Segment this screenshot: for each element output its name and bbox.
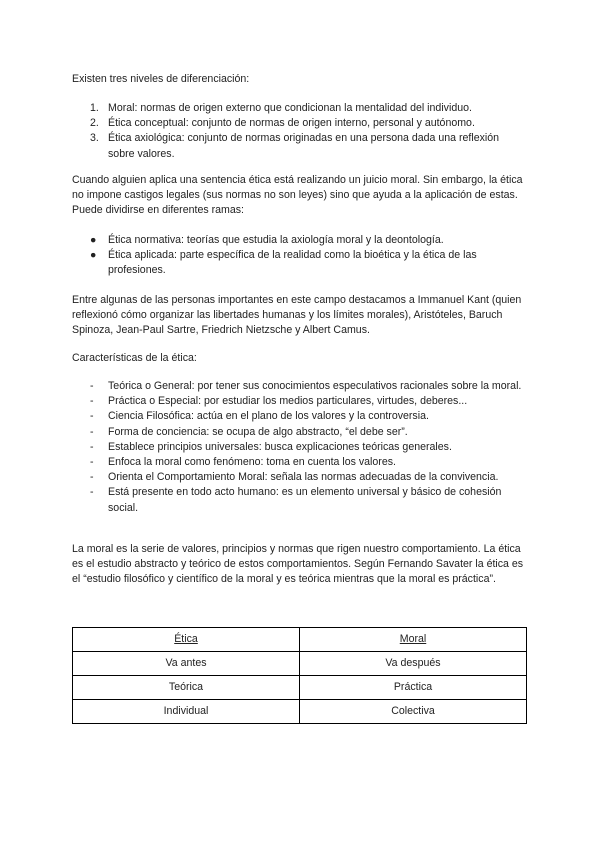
table-cell: Individual (73, 700, 300, 724)
list-item: 3. Ética axiológica: conjunto de normas originadas en una persona dada una reflexión sobre valores. (90, 132, 500, 160)
levels-list (72, 101, 528, 162)
table-row (73, 652, 527, 676)
list-item: - Enfoca la moral como fenómeno: toma en cuenta los valores. (90, 456, 396, 469)
comparison-table (72, 627, 527, 724)
list-item: - Establece principios universales: busca explicaciones teóricas generales. (90, 440, 452, 453)
list-item: 1. Moral: normas de origen externo que condicionan la mentalidad del individuo. (90, 102, 472, 114)
table-row (73, 700, 527, 724)
header-cell-etica: Ética (73, 628, 300, 652)
table-header-row (73, 628, 527, 652)
table-cell: Va antes (73, 652, 300, 676)
header-cell-moral: Moral (300, 628, 527, 652)
table-cell: Práctica (300, 676, 527, 700)
table-row (73, 676, 527, 700)
paragraph-juicio: Cuando alguien aplica una sentencia ética está realizando un juicio moral. Sin embargo, la ética no impone castigos legales (sus normas no son leyes) sino que ayuda a la aplicación de estas. Puede dividirse en diferentes ramas: (72, 174, 523, 217)
list-item: - Forma de conciencia: se ocupa de algo abstracto, “el debe ser”. (90, 425, 408, 438)
bullet-icon: ● (90, 234, 97, 246)
list-item: - Teórica o General: por tener sus conocimientos especulativos racionales sobre la moral. (90, 380, 522, 392)
list-item: 2. Ética conceptual: conjunto de normas de origen interno, personal y autónomo. (90, 117, 475, 130)
list-item: - Está presente en todo acto humano: es un elemento universal y básico de cohesión social. (90, 486, 502, 514)
paragraph-personas: Entre algunas de las personas importantes en este campo destacamos a Immanuel Kant (quien reflexionó cómo organizar las libertades humanas y los límites morales), Aristóteles, Baruch Spinoza, Jean-Paul Sartre, Friedrich Nietzsche y Albert Camus. (72, 294, 522, 337)
list-item: ● Ética aplicada: parte específica de la realidad como la bioética y la ética de las profesiones. (90, 249, 477, 277)
paragraph-moral: La moral es la serie de valores, principios y normas que rigen nuestro comportamiento. La ética es el estudio abstracto y teórico de estos comportamientos. Según Fernando Savater la ética es el “estudio filosófico y científico de la moral y es teórica mientras que la moral es práctica”. (72, 543, 524, 586)
list-item: - Orienta el Comportamiento Moral: señala las normas adecuadas de la convivencia. (90, 471, 499, 484)
intro-text: Existen tres niveles de diferenciación: (72, 73, 250, 85)
list-item: - Práctica o Especial: por estudiar los medios particulares, virtudes, deberes... (90, 395, 468, 408)
table-cell: Teórica (73, 676, 300, 700)
list-item: ● Ética normativa: teorías que estudia la axiología moral y la deontología. (72, 233, 528, 248)
table-cell: Colectiva (300, 700, 527, 724)
ramas-list (72, 233, 528, 279)
table-cell: Va después (300, 652, 527, 676)
caracteristicas-list (72, 379, 528, 516)
bullet-icon: ● (90, 249, 97, 262)
list-item: - Ciencia Filosófica: actúa en el plano de los valores y la controversia. (90, 410, 429, 423)
caracteristicas-title: Características de la ética: (72, 352, 197, 364)
